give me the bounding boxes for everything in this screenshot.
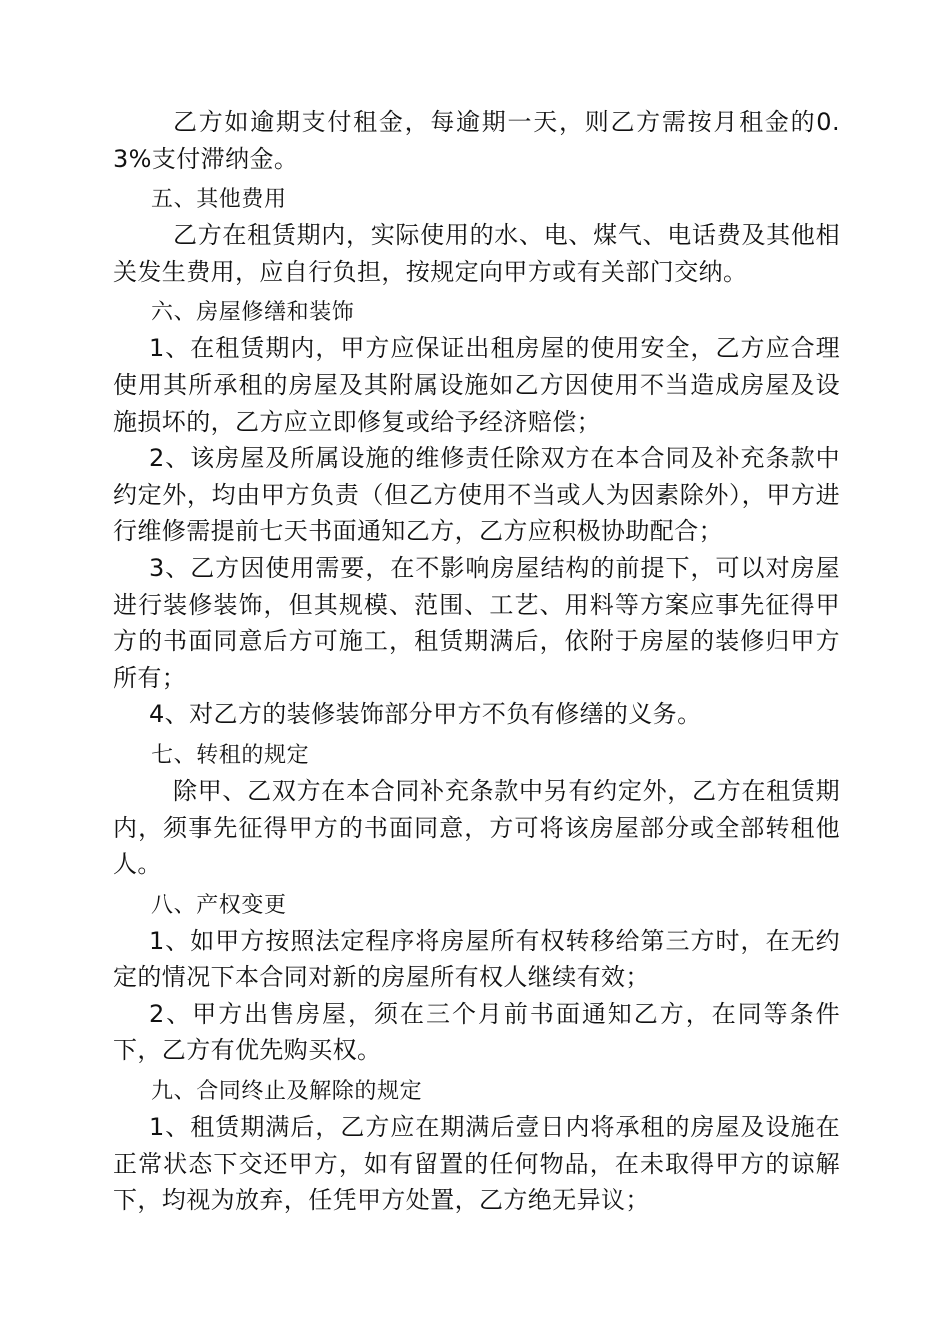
section-heading-termination: 九、合同终止及解除的规定: [151, 1079, 423, 1105]
sublease-paragraph: 除甲、乙双方在本合同补充条款中另有约定外，乙方在租赁期内，须事先征得甲方的书面同意，方可将该房屋部分或全部转租他人。: [113, 776, 840, 879]
document-body: [113, 104, 840, 1219]
repair-item-3: 3、乙方因使用需要，在不影响房屋结构的前提下，可以对房屋进行装修装饰，但其规模、范围、工艺、用料等方案应事先征得甲方的书面同意后方可施工，租赁期满后，依附于房屋的装修归甲方所有；: [113, 553, 840, 692]
ownership-item-2: 2、甲方出售房屋，须在三个月前书面通知乙方，在同等条件下，乙方有优先购买权。: [113, 999, 840, 1065]
section-heading-other-fees: 五、其他费用: [151, 187, 287, 213]
ownership-item-1: 1、如甲方按照法定程序将房屋所有权转移给第三方时，在无约定的情况下本合同对新的房屋所有权人继续有效；: [113, 926, 840, 992]
termination-item-1: 1、租赁期满后，乙方应在期满后壹日内将承租的房屋及设施在正常状态下交还甲方，如有留置的任何物品，在未取得甲方的谅解下，均视为放弃，任凭甲方处置，乙方绝无异议；: [113, 1113, 840, 1215]
section-heading-repair-decoration: 六、房屋修缮和装饰: [151, 300, 355, 326]
late-payment-paragraph: 乙方如逾期支付租金，每逾期一天，则乙方需按月租金的0.3%支付滞纳金。: [113, 108, 840, 173]
repair-item-1: 1、在租赁期内，甲方应保证出租房屋的使用安全，乙方应合理使用其所承租的房屋及其附属设施如乙方因使用不当造成房屋及设施损坏的，乙方应立即修复或给予经济赔偿；: [113, 334, 840, 436]
section-heading-ownership-change: 八、产权变更: [151, 892, 287, 918]
other-fees-paragraph: 乙方在租赁期内，实际使用的水、电、煤气、电话费及其他相关发生费用，应自行负担，按规定向甲方或有关部门交纳。: [113, 221, 840, 286]
repair-item-2: 2、该房屋及所属设施的维修责任除双方在本合同及补充条款中约定外，均由甲方负责（但乙方使用不当或人为因素除外），甲方进行维修需提前七天书面通知乙方，乙方应积极协助配合；: [113, 444, 840, 546]
section-heading-sublease: 七、转租的规定: [151, 742, 310, 768]
repair-item-4: 4、对乙方的装修装饰部分甲方不负有修缮的义务。: [149, 700, 702, 729]
